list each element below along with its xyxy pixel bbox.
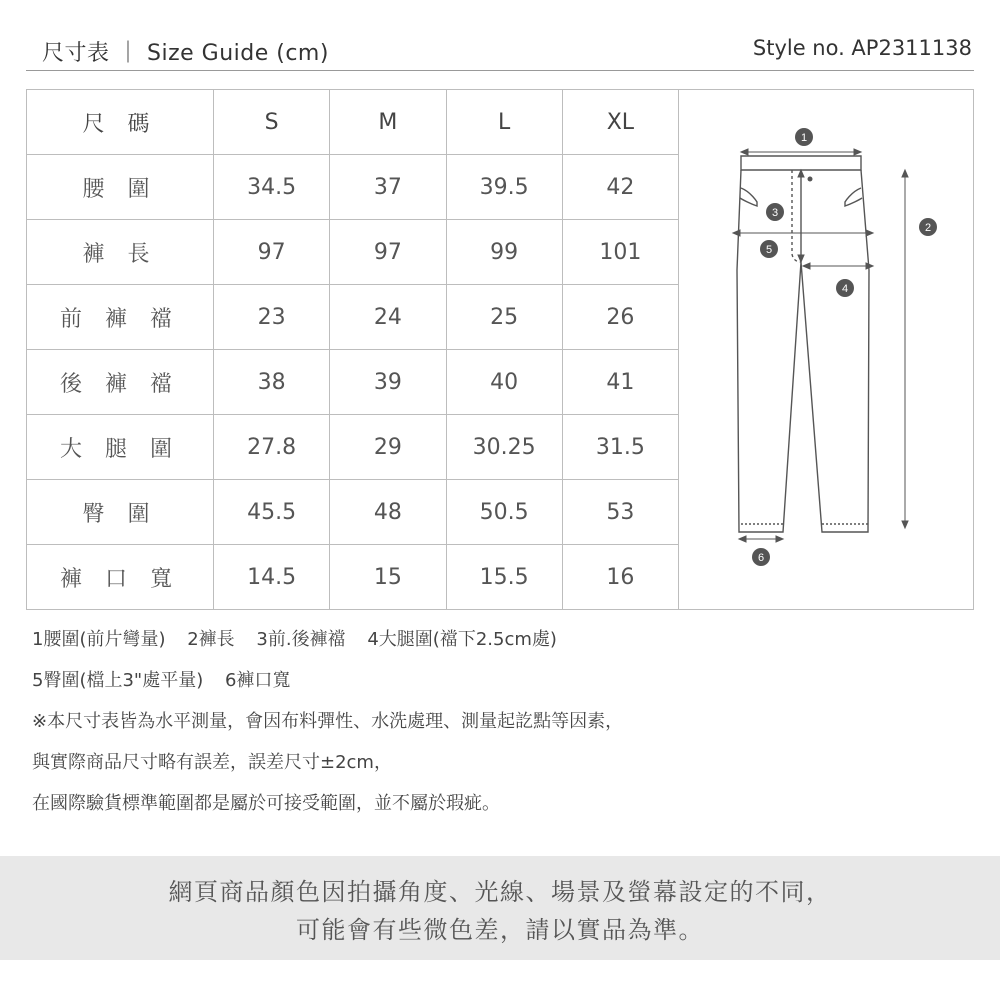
row-label: 腰 圍 xyxy=(27,155,214,220)
table-cell: 39 xyxy=(330,350,446,415)
table-cell: 14.5 xyxy=(214,545,330,610)
disclaimer-line: 與實際商品尺寸略有誤差，誤差尺寸±2cm， xyxy=(32,752,392,773)
legend-item: 5臀圍(檔上3"處平量) xyxy=(32,670,204,691)
table-cell: 29 xyxy=(330,415,446,480)
button-dot xyxy=(808,177,813,182)
table-cell: 15 xyxy=(330,545,446,610)
table-row xyxy=(27,480,679,545)
table-cell: 97 xyxy=(330,220,446,285)
page-header xyxy=(26,36,974,70)
measurement-notes xyxy=(32,625,972,830)
table-cell: 48 xyxy=(330,480,446,545)
table-cell: 24 xyxy=(330,285,446,350)
banner-line-1: 網頁商品顏色因拍攝角度、光線、場景及螢幕設定的不同， xyxy=(168,878,832,906)
column-header-s: S xyxy=(214,90,330,155)
table-row xyxy=(27,415,679,480)
table-cell: 39.5 xyxy=(446,155,562,220)
column-header-l: L xyxy=(446,90,562,155)
table-cell: 97 xyxy=(214,220,330,285)
table-row xyxy=(27,350,679,415)
table-cell: 15.5 xyxy=(446,545,562,610)
measure-lines xyxy=(733,149,908,542)
table-cell: 16 xyxy=(562,545,678,610)
row-label: 後 褲 襠 xyxy=(27,350,214,415)
size-grid xyxy=(26,89,679,610)
table-cell: 50.5 xyxy=(446,480,562,545)
marker-2-label: 2 xyxy=(924,222,932,234)
table-cell: 23 xyxy=(214,285,330,350)
legend-item: 6褲口寬 xyxy=(224,670,291,691)
pants-diagram xyxy=(678,89,974,610)
column-header-size: 尺 碼 xyxy=(27,90,214,155)
measure-markers xyxy=(752,128,937,566)
color-disclaimer-banner xyxy=(0,856,1000,960)
table-cell: 45.5 xyxy=(214,480,330,545)
marker-5-label: 5 xyxy=(765,244,773,256)
table-cell: 34.5 xyxy=(214,155,330,220)
marker-4-label: 4 xyxy=(841,283,849,295)
legend-item: 3前.後褲襠 xyxy=(256,629,346,650)
banner-line-2: 可能會有些微色差，請以實品為準。 xyxy=(296,916,704,944)
size-guide-title: 尺寸表 ｜ Size Guide (cm) xyxy=(42,41,329,66)
table-header-row xyxy=(27,90,679,155)
style-number: Style no. AP2311138 xyxy=(752,36,972,60)
row-label: 大 腿 圍 xyxy=(27,415,214,480)
legend-line-1 xyxy=(32,625,972,666)
disclaimer-line: ※本尺寸表皆為水平測量，會因布料彈性、水洗處理、測量起訖點等因素， xyxy=(32,711,624,732)
pants-diagram-svg xyxy=(679,90,975,611)
row-label: 褲 口 寬 xyxy=(27,545,214,610)
marker-6-label: 6 xyxy=(757,552,765,564)
table-cell: 30.25 xyxy=(446,415,562,480)
legend-item: 2褲長 xyxy=(187,629,235,650)
table-cell: 37 xyxy=(330,155,446,220)
table-row xyxy=(27,285,679,350)
table-row xyxy=(27,155,679,220)
legend-item: 4大腿圍(襠下2.5cm處) xyxy=(367,629,557,650)
table-cell: 99 xyxy=(446,220,562,285)
marker-1-label: 1 xyxy=(800,132,808,144)
pants-outline xyxy=(737,156,869,532)
table-cell: 40 xyxy=(446,350,562,415)
column-header-m: M xyxy=(330,90,446,155)
legend-line-2 xyxy=(32,666,972,707)
table-cell: 27.8 xyxy=(214,415,330,480)
row-label: 褲 長 xyxy=(27,220,214,285)
table-cell: 101 xyxy=(562,220,678,285)
table-row xyxy=(27,220,679,285)
row-label: 臀 圍 xyxy=(27,480,214,545)
header-divider xyxy=(26,70,974,71)
size-table xyxy=(26,89,974,610)
table-cell: 38 xyxy=(214,350,330,415)
disclaimer-line: 在國際驗貨標準範圍都是屬於可接受範圍，並不屬於瑕疵。 xyxy=(32,793,500,814)
row-label: 前 褲 襠 xyxy=(27,285,214,350)
table-cell: 26 xyxy=(562,285,678,350)
column-header-xl: XL xyxy=(562,90,678,155)
table-cell: 41 xyxy=(562,350,678,415)
marker-3-label: 3 xyxy=(771,207,779,219)
table-cell: 42 xyxy=(562,155,678,220)
legend-item: 1腰圍(前片彎量) xyxy=(32,629,166,650)
table-cell: 25 xyxy=(446,285,562,350)
table-cell: 53 xyxy=(562,480,678,545)
table-row xyxy=(27,545,679,610)
table-cell: 31.5 xyxy=(562,415,678,480)
